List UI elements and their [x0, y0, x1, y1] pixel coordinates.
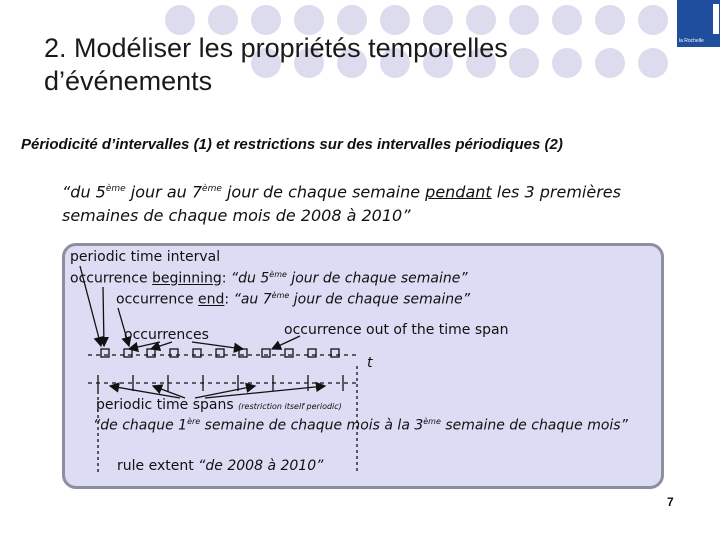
occurrence-mark [239, 349, 247, 357]
quote-line2: semaines de chaque mois de 2008 à 2010” [62, 206, 411, 226]
label-part: “du 5 [230, 270, 270, 287]
quote-part: les 3 premières [491, 182, 621, 202]
label-part: jour de chaque semaine” [289, 291, 470, 308]
occurrence-mark [285, 349, 293, 357]
periodic-interval-label: periodic time interval [70, 249, 221, 265]
out-of-span-label: occurrence out of the time span [284, 322, 509, 338]
page-number: 7 [667, 495, 674, 509]
label-part: occurrence [70, 270, 153, 287]
quote-part: jour au 7 [125, 182, 203, 202]
label-note: (restriction itself periodic) [238, 402, 342, 411]
quote-sup: ème [202, 184, 222, 194]
label-part: semaine de chaque mois à la 3 [200, 417, 424, 434]
label-part: “de chaque 1 [93, 417, 188, 434]
label-part: semaine de chaque mois” [440, 417, 628, 434]
label-part: : [224, 291, 234, 308]
quote-sup: ème [105, 184, 126, 194]
label-part: “au 7 [233, 291, 272, 308]
occurrence-mark [308, 349, 316, 357]
slide-subtitle: Périodicité d’intervalles (1) et restrictions sur des intervalles périodiques (2) [21, 136, 563, 153]
label-sup: ème [271, 291, 290, 300]
quote-part: “du 5 [62, 182, 106, 202]
label-part: jour de chaque semaine” [286, 270, 468, 287]
label-underlined: end [198, 291, 225, 308]
logo-text: la Rochelle [679, 38, 704, 44]
label-part: occurrence [116, 291, 199, 308]
occurrence-mark [262, 349, 270, 357]
occurrences-label: occurrences [124, 327, 209, 343]
time-axis-label: t [367, 355, 373, 371]
occurrence-mark [331, 349, 339, 357]
occurrence-mark [147, 349, 155, 357]
quote-underlined-word: pendant [425, 182, 492, 202]
occurrence-mark [101, 349, 109, 357]
label-part: : [221, 270, 231, 287]
label-sup: ère [187, 417, 201, 426]
occurrence-mark [193, 349, 201, 357]
label-part: rule extent [117, 458, 199, 474]
occurrence-mark [170, 349, 178, 357]
label-part: “de 2008 à 2010” [198, 458, 324, 474]
label-sup: ème [423, 417, 441, 426]
label-part: periodic time spans [96, 397, 234, 413]
label-underlined: beginning [152, 270, 222, 287]
label-sup: ème [269, 270, 287, 279]
slide-title-line1: 2. Modéliser les propriétés temporelles [44, 33, 508, 63]
occurrence-mark [124, 349, 132, 357]
slide-title-line2: d’événements [44, 66, 213, 96]
quote-part: jour de chaque semaine [221, 182, 426, 202]
occurrence-mark [216, 349, 224, 357]
